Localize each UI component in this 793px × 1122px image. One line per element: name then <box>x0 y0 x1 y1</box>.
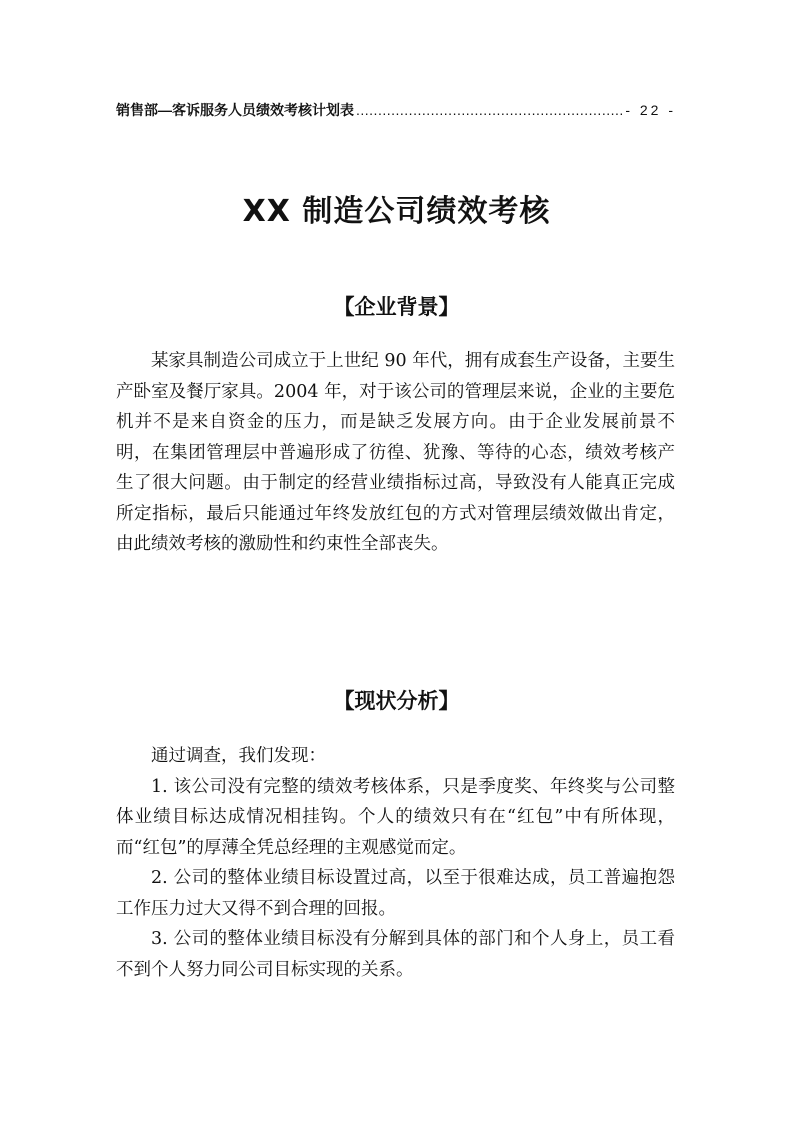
toc-page-number: - 22 - <box>625 102 676 118</box>
section-heading-background: 【企业背景】 <box>333 295 460 319</box>
finding-item: 3. 公司的整体业绩目标没有分解到具体的部门和个人身上，员工看不到个人努力同公司目标实现的关系。 <box>116 929 675 980</box>
finding-item: 1. 该公司没有完整的绩效考核体系，只是季度奖、年终奖与公司整体业绩目标达成情况相挂钩。个人的绩效只有在“红包”中有所体现，而“红包”的厚薄全凭总经理的主观感觉而定。 <box>116 776 675 858</box>
background-paragraph: 某家具制造公司成立于上世纪 90 年代，拥有成套生产设备，主要生产卧室及餐厅家具。2004 年，对于该公司的管理层来说，企业的主要危机并不是来自资金的压力，而是缺乏发展方向。由于企业发展前景不明，在集团管理层中普遍形成了彷徨、犹豫、等待的心态，绩效考核产生了很大问题。由于制定的经营业绩指标过高，导致没有人能真正完成所定指标，最后只能通过年终发放红包的方式对管理层绩效做出肯定，由此绩效考核的激励性和约束性全部丧失。 <box>116 351 675 554</box>
toc-entry[interactable] <box>116 100 676 122</box>
finding-item: 2. 公司的整体业绩目标设置过高，以至于很难达成，员工普遍抱怨工作压力过大又得不到合理的回报。 <box>116 868 675 919</box>
section-heading-text: 企业背景 <box>354 295 439 319</box>
document-title: XX 制造公司绩效考核 <box>242 194 551 229</box>
background-body <box>116 346 675 560</box>
toc-leader-dots <box>356 102 623 118</box>
analysis-findings-list <box>116 741 675 985</box>
section-heading-text: 现状分析 <box>354 689 439 713</box>
section-heading-analysis: 【现状分析】 <box>333 689 460 713</box>
analysis-intro: 通过调查，我们发现： <box>151 746 326 766</box>
toc-entry-title: 销售部—客诉服务人员绩效考核计划表 <box>116 102 354 118</box>
